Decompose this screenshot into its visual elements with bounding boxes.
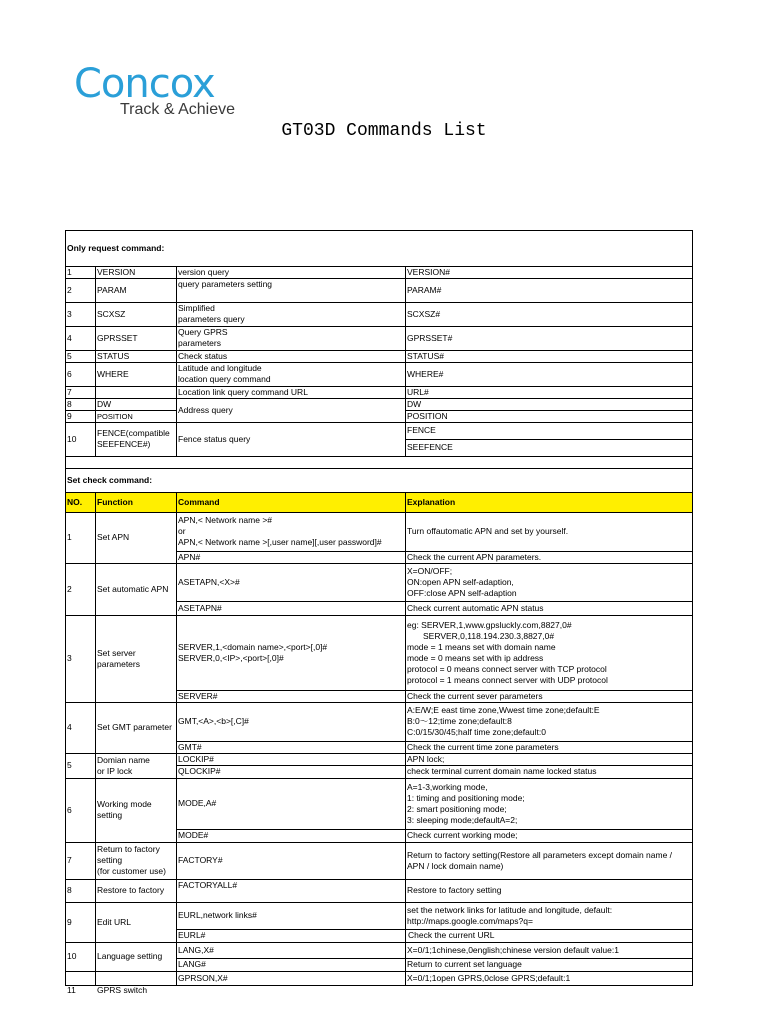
cell-cmd: VERSION# xyxy=(406,266,693,278)
cell-explanation: Return to factory setting(Restore all parameters except domain name / APN / lock domain name) xyxy=(406,842,693,879)
cell-explanation: eg: SERVER,1,www.gpsluckly.com,8827,0# SERVER,0,118.194.230.3,8827,0# mode = 1 means set with domain name mode = 0 means set with ip address protocol = 0 means connect server with TCP protocol protocol = 1 means connect server with UDP protocol xyxy=(406,615,693,690)
cell-desc: Fence status query xyxy=(177,422,406,456)
cell-command: SERVER,1,<domain name>,<port>[,0]# SERVER,0,<IP>,<port>[,0]# xyxy=(177,615,406,690)
cell-no: 7 xyxy=(66,386,96,398)
cell-explanation: Check the current URL xyxy=(406,929,693,942)
cell-command: GPRSON,X# xyxy=(177,971,406,985)
cell-no: 9 xyxy=(66,902,96,942)
cell-no: 6 xyxy=(66,778,96,842)
commands-table xyxy=(65,193,693,995)
cell-cmd: SEEFENCE xyxy=(406,439,693,456)
cell-command: LOCKIP# xyxy=(177,753,406,765)
cell-explanation: APN lock; xyxy=(406,753,693,765)
cell-explanation: X=0/1;1chinese,0english;chinese version default value:1 xyxy=(406,942,693,958)
cell-no: 3 xyxy=(66,302,96,326)
cell-explanation: X=0/1;1open GPRS,0close GPRS;default:1 xyxy=(406,971,693,985)
header-no: NO. xyxy=(66,492,96,512)
cell-command: ASETAPN,<X># xyxy=(177,563,406,601)
cell-no: 2 xyxy=(66,278,96,302)
cell-command: EURL# xyxy=(177,929,406,942)
cell-function: GPRS switch xyxy=(96,971,177,985)
cell-desc: Location link query command URL xyxy=(177,386,406,398)
cell-no: 10 xyxy=(66,942,96,971)
cell-no: 5 xyxy=(66,753,96,778)
cell-name xyxy=(96,386,177,398)
logo-wordmark: Concox xyxy=(74,61,215,107)
cell-command: QLOCKIP# xyxy=(177,765,406,778)
cell-no: 1 xyxy=(66,512,96,563)
cell-cmd: STATUS# xyxy=(406,350,693,362)
cell-function: Set GMT parameter xyxy=(96,702,177,753)
cell-cmd: DW xyxy=(406,398,693,410)
page-title: GT03D Commands List xyxy=(281,121,487,141)
cell-name: VERSION xyxy=(96,266,177,278)
cell-no: 8 xyxy=(66,879,96,902)
cell-no: 2 xyxy=(66,563,96,615)
cell-explanation: A=1-3,working mode, 1: timing and positioning mode; 2: smart positioning mode; 3: sleeping mode;defaultA=2; xyxy=(406,778,693,829)
cell-desc: version query xyxy=(177,266,406,278)
cell-desc: Address query xyxy=(177,398,406,422)
cell-no: 4 xyxy=(66,326,96,350)
cell-name: FENCE(compatible SEEFENCE#) xyxy=(96,422,177,456)
cell-function: Working mode setting xyxy=(96,778,177,842)
cell-no: 9 xyxy=(66,410,96,422)
cell-function: Language setting xyxy=(96,942,177,971)
cell-cmd: POSITION xyxy=(406,410,693,422)
cell-name: POSITION xyxy=(96,410,177,422)
cell-no: 1 xyxy=(66,266,96,278)
cell-cmd: SCXSZ# xyxy=(406,302,693,326)
cell-explanation: Check current working mode; xyxy=(406,829,693,842)
cell-cmd: FENCE xyxy=(406,422,693,439)
cell-explanation: check terminal current domain name locked status xyxy=(406,765,693,778)
cell-explanation: Check the current APN parameters. xyxy=(406,551,693,563)
cell-name: WHERE xyxy=(96,362,177,386)
cell-explanation: Check current automatic APN status xyxy=(406,601,693,615)
cell-no: 11 xyxy=(66,971,96,985)
cell-explanation: set the network links for latitude and longitude, default: http://maps.google.com/maps?q= xyxy=(406,902,693,929)
cell-name: GPRSSET xyxy=(96,326,177,350)
concox-logo xyxy=(74,61,236,120)
cell-no: 6 xyxy=(66,362,96,386)
cell-function: Set server parameters xyxy=(96,615,177,702)
cell-command: GMT,<A>,<b>[,C]# xyxy=(177,702,406,741)
logo-tagline: Track & Achieve xyxy=(120,101,236,118)
cell-command: ASETAPN# xyxy=(177,601,406,615)
cell-function: Edit URL xyxy=(96,902,177,942)
cell-explanation: Turn offautomatic APN and set by yourself. xyxy=(406,512,693,551)
cell-no: 3 xyxy=(66,615,96,702)
cell-function: Set APN xyxy=(96,512,177,563)
cell-no: 8 xyxy=(66,398,96,410)
cell-command: GMT# xyxy=(177,741,406,753)
cell-function: Return to factory setting (for customer use) xyxy=(96,842,177,879)
header-command: Command xyxy=(177,492,406,512)
cell-explanation: Return to current set language xyxy=(406,958,693,971)
cell-command: APN# xyxy=(177,551,406,563)
cell-no: 4 xyxy=(66,702,96,753)
cell-command: FACTORY# xyxy=(177,842,406,879)
header-function: Function xyxy=(96,492,177,512)
cell-cmd: WHERE# xyxy=(406,362,693,386)
cell-command: EURL,network links# xyxy=(177,902,406,929)
cell-no: 10 xyxy=(66,422,96,456)
cell-desc: query parameters setting xyxy=(177,278,406,302)
cell-command: FACTORYALL# xyxy=(177,879,406,902)
cell-desc: Check status xyxy=(177,350,406,362)
cell-cmd: URL# xyxy=(406,386,693,398)
cell-no: 7 xyxy=(66,842,96,879)
cell-name: PARAM xyxy=(96,278,177,302)
cell-no: 5 xyxy=(66,350,96,362)
cell-desc: Simplified parameters query xyxy=(177,302,406,326)
cell-name: STATUS xyxy=(96,350,177,362)
cell-explanation: Restore to factory setting xyxy=(406,879,693,902)
cell-command: MODE,A# xyxy=(177,778,406,829)
cell-function: Set automatic APN xyxy=(96,563,177,615)
cell-desc: Latitude and longitude location query command xyxy=(177,362,406,386)
header-explanation: Explanation xyxy=(406,492,693,512)
cell-command: SERVER# xyxy=(177,690,406,702)
cell-name: SCXSZ xyxy=(96,302,177,326)
section-check-label: Set check command: xyxy=(66,468,693,492)
cell-cmd: GPRSSET# xyxy=(406,326,693,350)
cell-explanation: X=ON/OFF; ON:open APN self-adaption, OFF:close APN self-adaption xyxy=(406,563,693,601)
cell-explanation: A:E/W;E east time zone,Wwest time zone;default:E B:0～12;time zone;default:8 C:0/15/30/45;half time zone;default:0 xyxy=(406,702,693,741)
cell-command: APN,< Network name ># or APN,< Network name >[,user name][,user password]# xyxy=(177,512,406,551)
cell-command: LANG,X# xyxy=(177,942,406,958)
cell-command: MODE# xyxy=(177,829,406,842)
cell-command: LANG# xyxy=(177,958,406,971)
section-request-label: Only request command: xyxy=(66,230,693,266)
cell-function: Domian name or IP lock xyxy=(96,753,177,778)
cell-desc: Query GPRS parameters xyxy=(177,326,406,350)
cell-cmd: PARAM# xyxy=(406,278,693,302)
cell-name: DW xyxy=(96,398,177,410)
cell-function: Restore to factory xyxy=(96,879,177,902)
cell-explanation: Check the current time zone parameters xyxy=(406,741,693,753)
cell-explanation: Check the current sever parameters xyxy=(406,690,693,702)
